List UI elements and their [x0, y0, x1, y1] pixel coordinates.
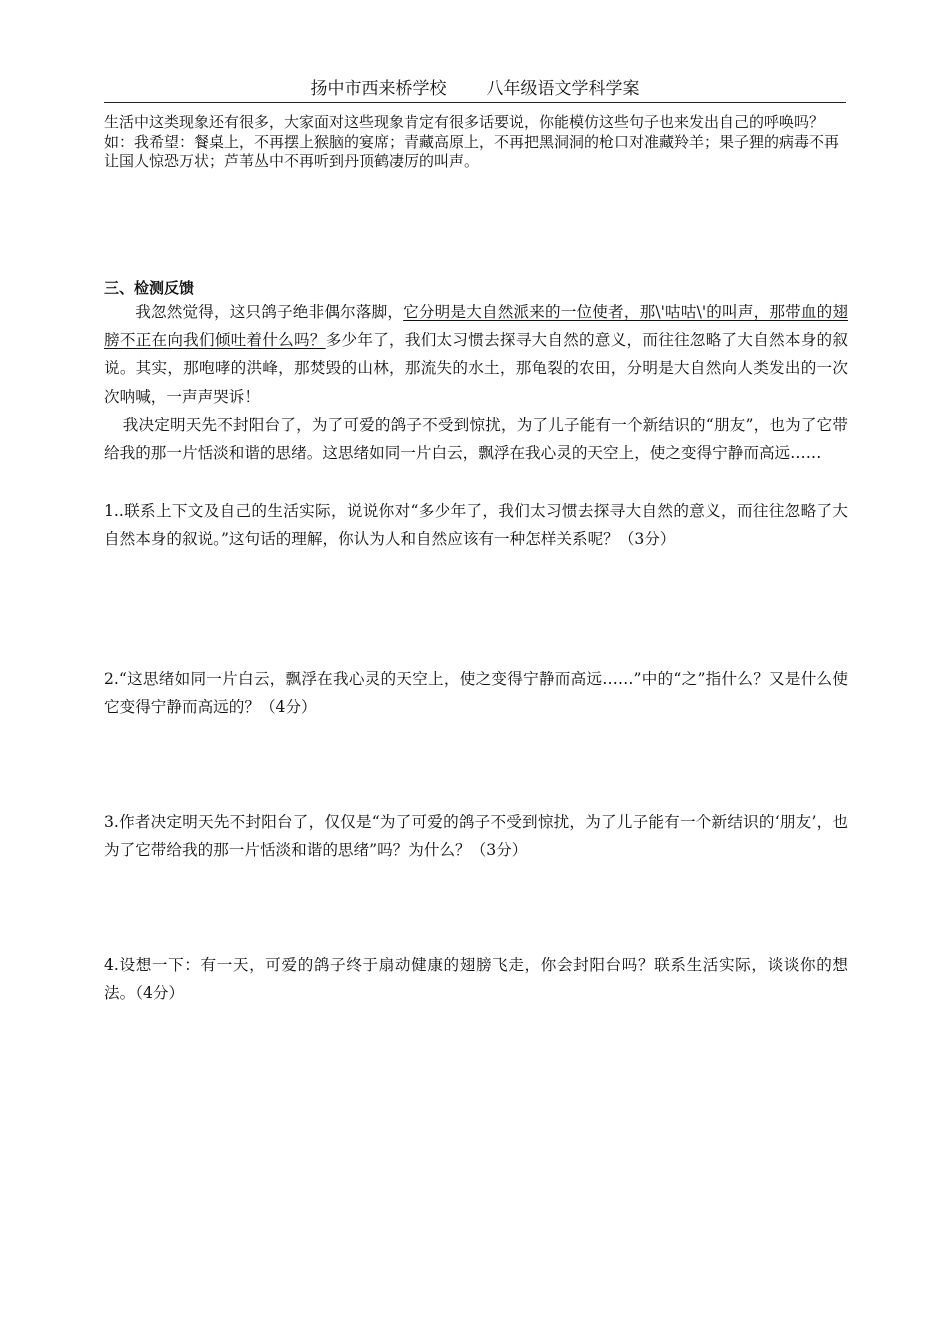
intro-prompt: 生活中这类现象还有很多，大家面对这些现象肯定有很多话要说，你能模仿这些句子也来发出自己的呼唤吗？ — [104, 113, 825, 131]
grade-subject-title: 八年级语文学科学案 — [486, 79, 640, 99]
question-3-text: 3.作者决定明天先不封阳台了，仅仅是“为了可爱的鸽子不受到惊扰，为了儿子能有一个新结识的‘朋友’，也为了它带给我的那一片恬淡和谐的思绪”吗？为什么？（3分） — [104, 813, 848, 860]
question-1-text: 1..联系上下文及自己的生活实际，说说你对“多少年了，我们太习惯去探寻大自然的意义，而往往忽略了大自然本身的叙说。”这句话的理解，你认为人和自然应该有一种怎样关系呢？（3分） — [104, 502, 848, 549]
passage-p1-rest: 多少年了，我们太习惯去探寻大自然的意义，而往往忽略了大自然本身的叙说。其实，那咆哮的洪峰，那焚毁的山林，那流失的水土，那龟裂的农田，分明是大自然向人类发出的一次次呐喊，一声声哭诉！ — [104, 331, 848, 406]
header-divider — [104, 102, 846, 103]
question-4-text: 4.设想一下：有一天，可爱的鸽子终于扇动健康的翅膀飞走，你会封阳台吗？联系生活实际，谈谈你的想法。（4分） — [104, 956, 848, 1003]
question-3 — [104, 808, 848, 864]
passage-paragraph-1 — [104, 298, 848, 411]
intro-example: 如：我希望：餐桌上，不再摆上猴脑的宴席；青藏高原上，不再把黑洞洞的枪口对准藏羚羊；果子狸的病毒不再让国人惊恐万状；芦苇丛中不再听到丹顶鹤凄厉的叫声。 — [104, 132, 840, 170]
question-2-text: 2.“这思绪如同一片白云，飘浮在我心灵的天空上，使之变得宁静而高远……”中的“之”指什么？又是什么使它变得宁静而高远的？（4分） — [104, 670, 848, 717]
question-1 — [104, 497, 848, 553]
passage-p1-start: 我忽然觉得，这只鸽子绝非偶尔落脚， — [135, 303, 404, 321]
reading-passage — [104, 298, 848, 467]
school-name: 扬中市西来桥学校 — [310, 79, 447, 99]
passage-paragraph-2: 我决定明天先不封阳台了，为了可爱的鸽子不受到惊扰，为了儿子能有一个新结识的“朋友”，也为了它带给我的那一片恬淡和谐的思绪。这思绪如同一片白云，飘浮在我心灵的天空上，使之变得宁静而高远…… — [104, 415, 848, 463]
page-header — [104, 76, 846, 102]
question-4 — [104, 951, 848, 1007]
section-title: 三、检测反馈 — [104, 279, 195, 297]
passage-p1-underlined-sentence: 它分明是大自然派来的一位使者，那\'咕咕\'的叫声，那带血的翅膀不正在向我们倾吐着什么吗？ — [104, 303, 848, 350]
intro-block — [104, 113, 848, 172]
question-2 — [104, 665, 848, 721]
